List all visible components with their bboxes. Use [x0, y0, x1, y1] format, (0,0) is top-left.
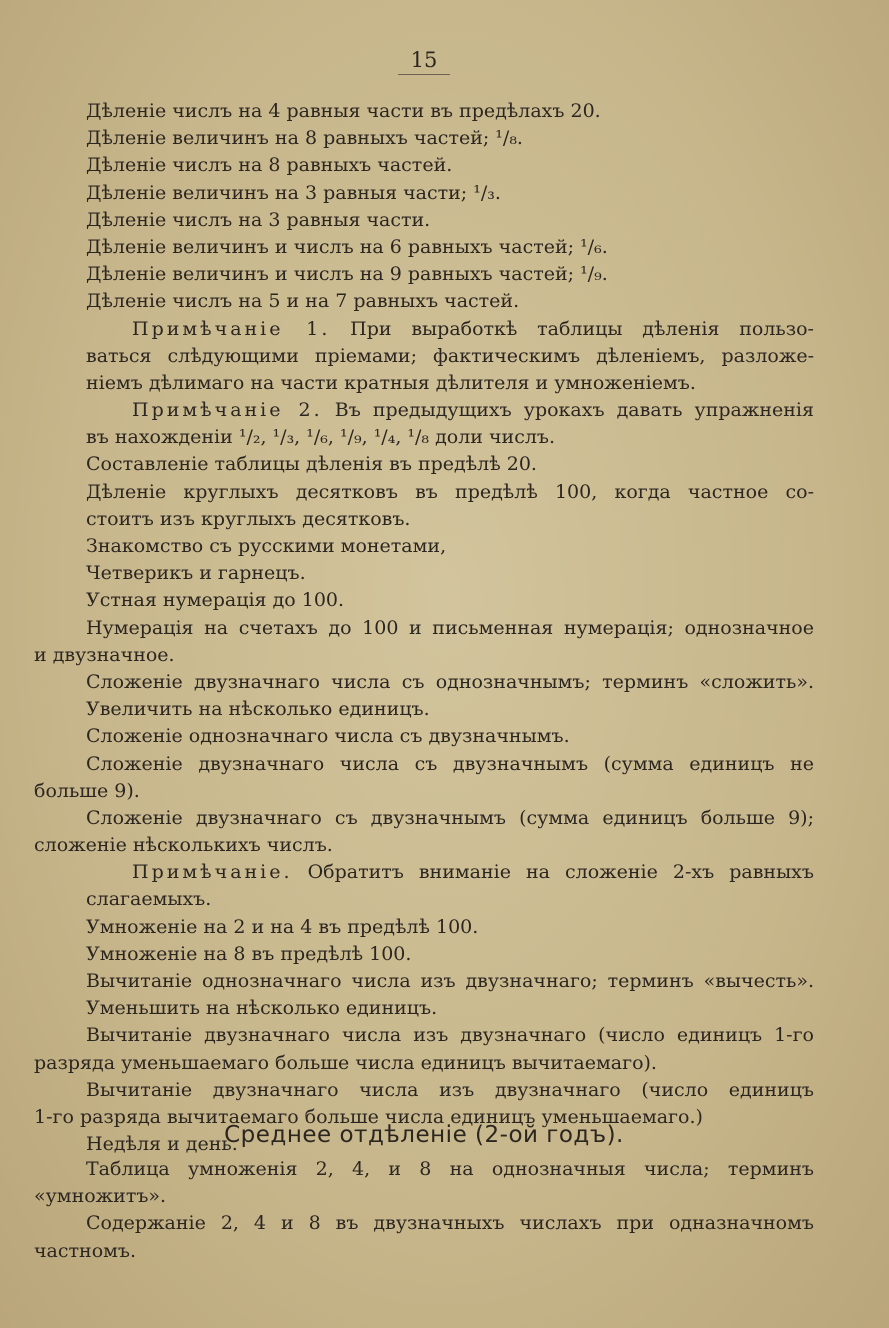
line-text: Составленіе таблицы дѣленія въ предѣлѣ 20. [86, 453, 537, 476]
text-line [34, 805, 814, 832]
text-line [34, 451, 814, 478]
text-line [34, 1238, 814, 1265]
text-line [34, 180, 814, 207]
line-text: Дѣленіе величинъ на 3 равныя части; ¹/₃. [86, 181, 501, 204]
text-line [34, 1156, 814, 1183]
line-text: Умноженіе на 2 и на 4 въ предѣлѣ 100. [86, 915, 479, 938]
text-line [34, 886, 814, 913]
line-text: Дѣленіе числъ на 5 и на 7 равныхъ частей. [86, 290, 520, 313]
text-line [34, 1183, 814, 1210]
line-text: стоитъ изъ круглыхъ десятковъ. [86, 507, 411, 530]
text-line [34, 1022, 814, 1049]
text-line [34, 152, 814, 179]
text-line [34, 995, 814, 1022]
text-line [34, 316, 814, 343]
line-text: Дѣленіе числъ на 8 равныхъ частей. [86, 154, 453, 177]
line-text: Обратитъ вниманіе на сложеніе 2-хъ равныхъ [292, 861, 814, 884]
line-text: Вычитаніе двузначнаго числа изъ двузначнаго (число единицъ [86, 1078, 814, 1101]
text-line [34, 587, 814, 614]
text-line [34, 642, 814, 669]
text-line [34, 424, 814, 451]
line-text: Сложеніе однозначнаго числа съ двузначнымъ. [86, 725, 570, 748]
text-line [34, 669, 814, 696]
line-text: Дѣленіе числъ на 3 равныя части. [86, 208, 431, 231]
note-label: Примѣчаніе 1. [132, 317, 331, 340]
line-text: частномъ. [34, 1239, 137, 1262]
line-text: слагаемыхъ. [86, 888, 212, 911]
line-text: Дѣленіе числъ на 4 равныя части въ предѣлахъ 20. [86, 100, 601, 122]
line-text: въ нахожденіи ¹/₂, ¹/₃, ¹/₆, ¹/₉, ¹/₄, ¹/₈ доли числъ. [86, 426, 556, 449]
line-text: Сложеніе двузначнаго числа съ двузначнымъ (сумма единицъ не [86, 752, 814, 775]
line-text: разряда уменьшаемаго больше числа единицъ вычитаемаго). [34, 1051, 657, 1074]
text-line [34, 1077, 814, 1104]
note-label: Примѣчаніе 2. [132, 399, 323, 422]
line-text: Въ предыдущихъ урокахъ давать упражненія [322, 399, 814, 422]
section-heading: Среднее отдѣленіе (2-ой годъ). [224, 1122, 624, 1148]
line-text: ваться слѣдующими пріемами; фактическимъ дѣленіемъ, разложе- [86, 344, 814, 367]
line-text: ніемъ дѣлимаго на части кратныя дѣлителя и умноженіемъ. [86, 371, 696, 394]
text-line [34, 1210, 814, 1237]
text-line [34, 370, 814, 397]
text-line [34, 479, 814, 506]
line-text: сложеніе нѣсколькихъ числъ. [34, 834, 333, 857]
text-line [34, 832, 814, 859]
line-text: Четверикъ и гарнецъ. [86, 562, 306, 585]
text-line [34, 234, 814, 261]
text-line [34, 506, 814, 533]
text-line [34, 778, 814, 805]
note-label: Примѣчаніе. [132, 861, 293, 884]
text-line [34, 1050, 814, 1077]
text-line [34, 343, 814, 370]
line-text: «умножитъ». [34, 1185, 167, 1208]
section-body [34, 1156, 814, 1265]
text-line [34, 859, 814, 886]
line-text: и двузначное. [34, 643, 175, 666]
line-text: Вычитаніе однозначнаго числа изъ двузначнаго; терминъ «вычесть». [86, 970, 814, 992]
text-line [34, 941, 814, 968]
text-line [34, 696, 814, 723]
text-line [34, 98, 814, 125]
line-text: Устная нумерація до 100. [86, 589, 345, 612]
line-text: Дѣленіе величинъ и числъ на 9 равныхъ частей; ¹/₉. [86, 263, 608, 286]
text-line [34, 397, 814, 424]
line-text: Сложеніе двузначнаго съ двузначнымъ (сумма единицъ больше 9); [86, 806, 814, 829]
line-text: Умноженіе на 8 въ предѣлѣ 100. [86, 942, 412, 965]
line-text: Дѣленіе величинъ на 8 равныхъ частей; ¹/₈. [86, 127, 523, 150]
line-text: Увеличить на нѣсколько единицъ. [86, 698, 430, 721]
line-text: Таблица умноженія 2, 4, и 8 на однозначныя числа; терминъ [86, 1158, 814, 1180]
line-text: Вычитаніе двузначнаго числа изъ двузначнаго (число единицъ 1-го [86, 1024, 814, 1047]
line-text: Недѣля и день. [86, 1133, 238, 1156]
text-line [34, 615, 814, 642]
line-text: Сложеніе двузначнаго числа съ однозначнымъ; терминъ «сложить». [86, 670, 814, 693]
line-text: больше 9). [34, 779, 140, 802]
line-text: Уменьшить на нѣсколько единицъ. [86, 997, 438, 1020]
text-line [34, 207, 814, 234]
text-line [34, 288, 814, 315]
line-text: 1-го разряда вычитаемаго больше числа единицъ уменьшаемаго.) [34, 1105, 703, 1128]
text-line [34, 968, 814, 995]
text-line [34, 261, 814, 288]
line-text: Знакомство съ русскими монетами, [86, 535, 447, 557]
line-text: При выработкѣ таблицы дѣленія пользо- [330, 317, 814, 340]
line-text: Нумерація на счетахъ до 100 и письменная нумерація; однозначное [86, 616, 814, 639]
text-line [34, 914, 814, 941]
text-line [34, 533, 814, 560]
text-line [34, 751, 814, 778]
line-text: Дѣленіе круглыхъ десятковъ въ предѣлѣ 100, когда частное со- [86, 480, 814, 503]
text-line [34, 560, 814, 587]
text-line [34, 125, 814, 152]
line-text: Дѣленіе величинъ и числъ на 6 равныхъ частей; ¹/₆. [86, 235, 608, 258]
line-text: Содержаніе 2, 4 и 8 въ двузначныхъ числахъ при одназначномъ [86, 1212, 814, 1235]
page-number: 15 [398, 48, 450, 75]
text-line [34, 723, 814, 750]
body-text [34, 98, 814, 1158]
